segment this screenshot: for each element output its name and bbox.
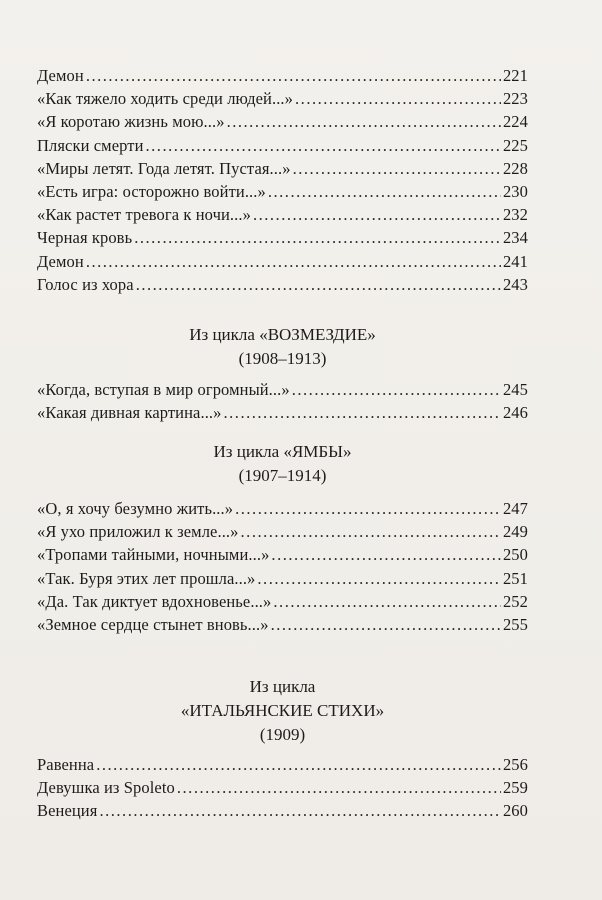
entry-page: 259 (502, 778, 528, 798)
cycle-years: (1909) (259, 725, 306, 744)
toc-entry (37, 203, 528, 226)
entry-title: Голос из хора (37, 274, 134, 294)
section-heading-italian (37, 675, 528, 747)
entry-page: 232 (502, 205, 528, 225)
toc-section-main (37, 64, 528, 296)
entry-title: «Как растет тревога к ночи...» (37, 205, 251, 225)
entry-title: Венеция (37, 801, 98, 821)
dot-leader (257, 567, 501, 590)
cycle-title: Из цикла «ВОЗМЕЗДИЕ» (189, 325, 376, 344)
dot-leader (273, 590, 501, 613)
dot-leader (271, 543, 501, 566)
dot-leader (253, 203, 501, 226)
entry-page: 224 (502, 112, 528, 132)
cycle-subtitle: «ИТАЛЬЯНСКИЕ СТИХИ» (180, 701, 385, 720)
entry-title: «Земное сердце стынет вновь...» (37, 614, 269, 634)
toc-entry (37, 273, 528, 296)
dot-leader (86, 64, 501, 87)
toc-entry (37, 64, 528, 87)
toc-entry (37, 567, 528, 590)
entry-title: «Тропами тайными, ночными...» (37, 545, 270, 565)
cycle-years: (1908–1913) (238, 349, 327, 368)
entry-title: «Как тяжело ходить среди людей...» (37, 89, 294, 109)
toc-entry (37, 497, 528, 520)
toc-entry (37, 87, 528, 110)
entry-title: Пляски смерти (37, 135, 144, 155)
dot-leader (241, 520, 501, 543)
toc-entry (37, 753, 528, 776)
toc-entry (37, 543, 528, 566)
entry-page: 250 (502, 545, 528, 565)
entry-page: 246 (502, 403, 528, 423)
dot-leader (96, 753, 501, 776)
entry-title: «Когда, вступая в мир огромный...» (37, 380, 290, 399)
cycle-years: (1907–1914) (238, 466, 327, 485)
entry-page: 243 (502, 274, 528, 294)
entry-title: Равенна (37, 755, 95, 774)
dot-leader (86, 250, 501, 273)
entry-title: «Да. Так диктует вдохновенье...» (37, 591, 272, 611)
entry-page: 255 (502, 614, 528, 634)
entry-page: 228 (502, 158, 528, 178)
toc-entry (37, 776, 528, 799)
entry-page: 247 (502, 499, 528, 518)
entry-page: 223 (502, 89, 528, 109)
entry-page: 225 (502, 135, 528, 155)
dot-leader (268, 180, 501, 203)
dot-leader (271, 613, 501, 636)
entry-title: «О, я хочу безумно жить...» (37, 499, 234, 518)
entry-page: 230 (502, 181, 528, 201)
entry-page: 260 (502, 801, 528, 821)
entry-title: Черная кровь (37, 228, 133, 248)
toc-entry (37, 157, 528, 180)
toc-entry (37, 613, 528, 636)
entry-title: Демон (37, 251, 84, 271)
toc-section-yamby (37, 497, 528, 636)
entry-title: «Миры летят. Года летят. Пустая...» (37, 158, 291, 178)
cycle-title: Из цикла (249, 677, 316, 696)
toc-entry (37, 250, 528, 273)
toc-entry (37, 226, 528, 249)
entry-page: 252 (502, 591, 528, 611)
dot-leader (293, 157, 501, 180)
toc-entry (37, 110, 528, 133)
dot-leader (134, 226, 501, 249)
entry-page: 256 (502, 755, 528, 774)
entry-page: 249 (502, 522, 528, 542)
dot-leader (136, 273, 501, 296)
entry-page: 245 (502, 380, 528, 399)
entry-title: Демон (37, 66, 84, 85)
section-heading-vozmezdie (37, 323, 528, 371)
dot-leader (292, 378, 501, 401)
toc-entry (37, 520, 528, 543)
toc-entry (37, 378, 528, 401)
entry-title: «Есть игра: осторожно войти...» (37, 181, 266, 201)
entry-title: «Так. Буря этих лет прошла...» (37, 568, 256, 588)
toc-entry (37, 590, 528, 613)
cycle-title: Из цикла «ЯМБЫ» (213, 442, 352, 461)
toc-entry (37, 401, 528, 424)
entry-title: «Я ухо приложил к земле...» (37, 522, 239, 542)
dot-leader (235, 497, 501, 520)
entry-title: «Какая дивная картина...» (37, 403, 222, 423)
entry-page: 234 (502, 228, 528, 248)
toc-entry (37, 799, 528, 822)
dot-leader (99, 799, 501, 822)
entry-page: 221 (502, 66, 528, 85)
dot-leader (295, 87, 501, 110)
entry-page: 241 (502, 251, 528, 271)
toc-section-italian (37, 753, 528, 823)
section-heading-yamby (37, 440, 528, 488)
dot-leader (227, 110, 501, 133)
dot-leader (177, 776, 501, 799)
entry-title: Девушка из Spoleto (37, 778, 175, 798)
dot-leader (224, 401, 501, 424)
toc-section-vozmezdie (37, 378, 528, 424)
toc-entry (37, 134, 528, 157)
dot-leader (146, 134, 501, 157)
entry-page: 251 (502, 568, 528, 588)
entry-title: «Я коротаю жизнь мою...» (37, 112, 225, 132)
toc-entry (37, 180, 528, 203)
